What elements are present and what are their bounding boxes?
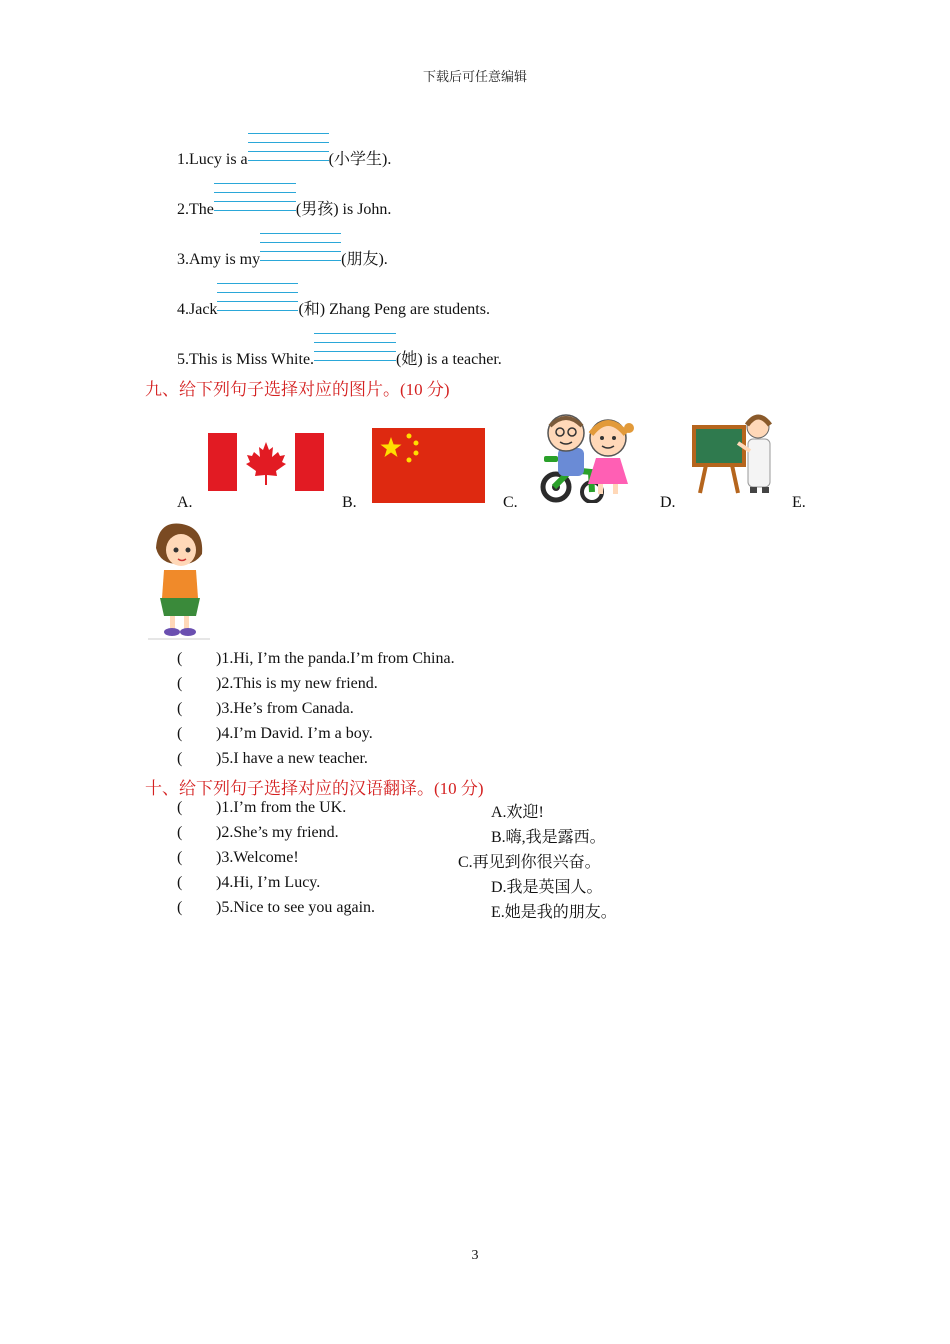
fill-in-item-2 bbox=[177, 196, 391, 219]
answer-paren-open[interactable]: ( bbox=[177, 799, 183, 816]
answer-paren-open[interactable]: ( bbox=[177, 899, 183, 916]
question-text: )2.She’s my friend. bbox=[216, 824, 339, 841]
answer-blank[interactable] bbox=[214, 196, 296, 214]
question-text: )3.He’s from Canada. bbox=[216, 700, 354, 717]
answer-paren-open[interactable]: ( bbox=[177, 700, 183, 717]
kids-on-bike-image bbox=[536, 408, 643, 503]
fill-in-text-after: (和) Zhang Peng are students. bbox=[298, 301, 490, 318]
option-label-a: A. bbox=[177, 494, 193, 511]
girl-cartoon-image bbox=[148, 520, 210, 641]
answer-blank[interactable] bbox=[314, 346, 396, 364]
translation-option-e: E.她是我的朋友。 bbox=[491, 904, 617, 921]
canada-flag-image bbox=[208, 433, 324, 491]
china-flag-image bbox=[372, 428, 485, 503]
question-text: )2.This is my new friend. bbox=[216, 675, 378, 692]
section-10-title: 十、给下列句子选择对应的汉语翻译。(10 分) bbox=[145, 779, 484, 798]
question-text: )4.Hi, I’m Lucy. bbox=[216, 874, 321, 891]
answer-paren-open[interactable]: ( bbox=[177, 650, 183, 667]
question-text: )1.I’m from the UK. bbox=[216, 799, 347, 816]
fill-in-text-before: 3.Amy is my bbox=[177, 251, 261, 268]
fill-in-item-5 bbox=[177, 346, 502, 369]
option-label-c: C. bbox=[503, 494, 518, 511]
fill-in-text-after: (她) is a teacher. bbox=[396, 351, 502, 368]
question-text: )5.Nice to see you again. bbox=[216, 899, 376, 916]
fill-in-text-after: (男孩) is John. bbox=[295, 201, 392, 218]
page-header: 下载后可任意编辑 bbox=[422, 69, 527, 84]
fill-in-item-1 bbox=[177, 146, 391, 169]
fill-in-text-before: 2.The bbox=[177, 201, 214, 218]
answer-paren-open[interactable]: ( bbox=[177, 849, 183, 866]
option-label-e: E. bbox=[792, 494, 806, 511]
page-number: 3 bbox=[471, 1248, 479, 1263]
option-label-b: B. bbox=[342, 494, 357, 511]
fill-in-text-after: (小学生). bbox=[328, 151, 392, 168]
fill-in-text-before: 1.Lucy is a bbox=[177, 151, 248, 168]
option-label-d: D. bbox=[660, 494, 676, 511]
teacher-at-board-image bbox=[692, 407, 773, 494]
fill-in-text-before: 4.Jack bbox=[177, 301, 218, 318]
answer-paren-open[interactable]: ( bbox=[177, 725, 183, 742]
answer-blank[interactable] bbox=[260, 246, 341, 264]
translation-option-b: B.嗨,我是露西。 bbox=[491, 829, 606, 846]
fill-in-text-before: 5.This is Miss White. bbox=[177, 351, 315, 368]
fill-in-text-after: (朋友). bbox=[341, 251, 388, 268]
answer-paren-open[interactable]: ( bbox=[177, 824, 183, 841]
fill-in-item-4 bbox=[177, 296, 490, 319]
section-9-title: 九、给下列句子选择对应的图片。(10 分) bbox=[145, 380, 450, 399]
question-text: )4.I’m David. I’m a boy. bbox=[216, 725, 373, 742]
answer-paren-open[interactable]: ( bbox=[177, 675, 183, 692]
fill-in-item-3 bbox=[177, 246, 388, 269]
question-text: )5.I have a new teacher. bbox=[216, 750, 368, 767]
answer-blank[interactable] bbox=[248, 146, 329, 164]
question-text: )3.Welcome! bbox=[216, 849, 299, 866]
question-text: )1.Hi, I’m the panda.I’m from China. bbox=[216, 650, 455, 667]
answer-blank[interactable] bbox=[217, 296, 298, 314]
translation-option-a: A.欢迎! bbox=[491, 804, 544, 821]
translation-option-d: D.我是英国人。 bbox=[491, 879, 603, 896]
answer-paren-open[interactable]: ( bbox=[177, 874, 183, 891]
translation-option-c: C.再见到你很兴奋。 bbox=[458, 854, 601, 871]
answer-paren-open[interactable]: ( bbox=[177, 750, 183, 767]
